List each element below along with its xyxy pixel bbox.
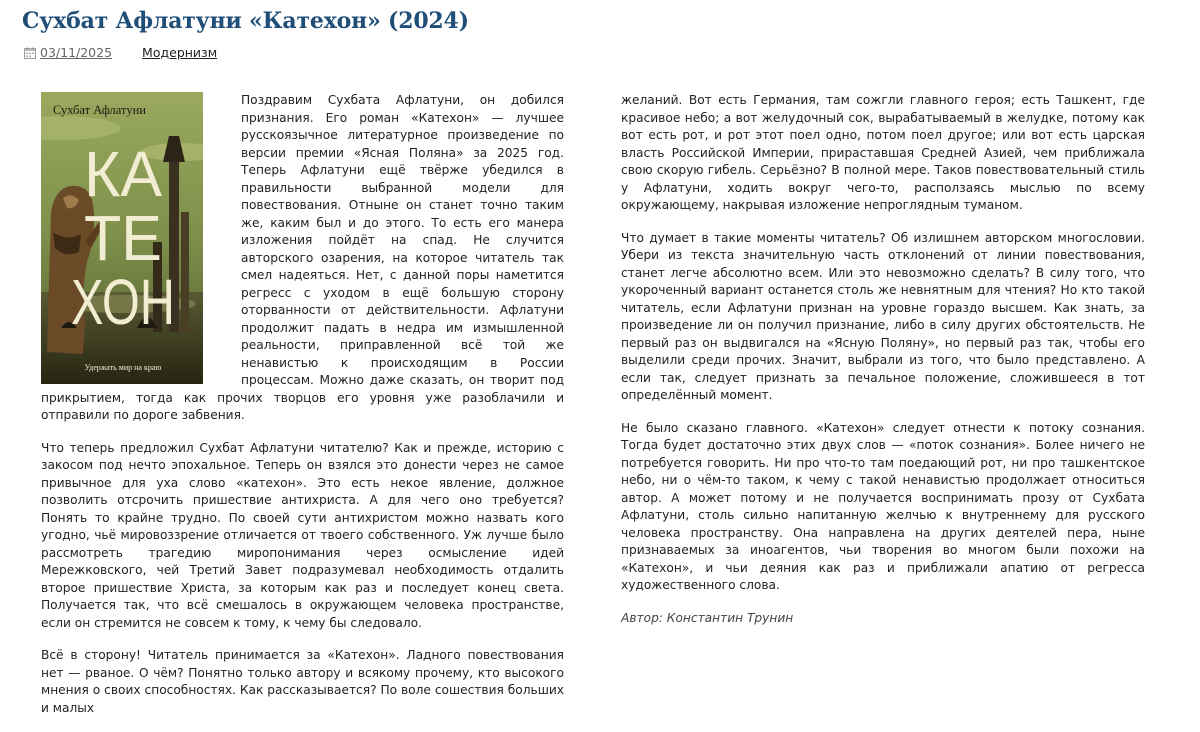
cover-title-line-3: ХОН [71, 266, 175, 338]
post-meta [24, 45, 217, 60]
calendar-icon [24, 47, 36, 59]
category-link[interactable]: Модернизм [142, 45, 218, 60]
cover-tagline: Удержать мир на краю [84, 363, 162, 372]
paragraph: Всё в сторону! Читатель принимается за «Катехон». Ладного повествования нет — рваное. О чём? Понятно только автору и всякому прочему, кто высокого мнения о своих способностях. Как рассказывается? По воле сошествия больших и малых [41, 648, 564, 715]
paragraph: желаний. Вот есть Германия, там сожгли главного героя; есть Ташкент, где красивое небо; а вот желудочный сок, вырабатываемый в желудке, потому как вот есть рот, и рот этот поел одно, потом поел другое; или вот есть царская власть Российской Империи, прираставшая Средней Азией, чем приближала свою скорую гибель. Серьёзно? В полной мере. Таков повествовательный стиль у Афлатуни, ходить вокруг чего-то, расползаясь мыслью по всему окружающему, накрывая изложение непроглядным туманом. [621, 93, 1145, 212]
cover-title-line-1: КА [84, 138, 163, 210]
paragraph: Поздравим Сухбата Афлатуни, он добился признания. Его роман «Катехон» — лучшее русскоязычное литературное произведение по версии премии «Ясная Поляна» за 2025 год. Теперь Афлатуни ещё твёрже убедился в правильности выбранной модели для повествования. Отныне он станет точно таким же, каким был и до этого. То есть его манера изложения пойдёт на спад. Не случится авторского озарения, на которое читатель так смел надеяться. Нет, с данной поры наметится регресс с уходом в ещё большую сторону оторванности от действительности. Афлатуни продолжит падать в недра им измышленной реальности, приправленной всё той же ненавистью к происходящим в России процессам. Можно даже сказать, он творит под прикрытием, тогда как прочих творцов его уровня уже разоблачили и отправили по дороге забвения. [41, 93, 564, 422]
book-cover-image[interactable] [41, 92, 203, 384]
article-column-right [621, 92, 1145, 642]
author-credit: Автор: Константин Трунин [621, 610, 794, 625]
paragraph: Что думает в такие моменты читатель? Об излишнем авторском многословии. Убери из текста значительную часть отклонений от линии повествования, станет легче абсолютно всем. Или это невозможно сделать? В силу того, что укороченный вариант останется столь же невнятным для чтения? Но кто такой читатель, если Афлатуни признан на уровне гораздо высшем. Как знать, за произведение ли он получил признание, либо в силу других обстоятельств. Не первый раз он выдвигался на «Ясную Поляну», но первый раз так, чтобы его выделили среди прочих. Значит, выбрали из того, что было представлено. А если так, следует признать за печальное положение, сложившееся в тот определённый момент. [621, 230, 1145, 402]
paragraph: Что теперь предложил Сухбат Афлатуни читателю? Как и прежде, историю с закосом под нечто эпохальное. Теперь он взялся это донести через не самое привычное для уха слово «катехон». Это есть некое явление, должное позволить отсрочить пришествие антихриста. А для чего оно требуется? Понять то крайне трудно. По своей сути антихристом можно назвать кого угодно, чьё мировоззрение отличается от твоего собственного. Уж лучше было рассмотреть трагедию миропонимания через осмысление идей Мережковского, чей Третий Завет подразумевал необходимость отдалить второе пришествие Христа, за которым как раз и последует конец света. Получается так, что всё смешалось в окружающем человека пространстве, если он стремится не совсем к тому, к чему бы следовало. [41, 440, 564, 630]
paragraph: Не было сказано главного. «Катехон» следует отнести к потоку сознания. Тогда будет достаточно этих двух слов — «поток сознания». Более ничего не потребуется говорить. Ни про что-то там поедающий рот, ни про ташкентское небо, ни о чём-то таком, к чему с такой ненавистью продолжает относиться автор. А может потому и не получается воспринимать прозу от Сухбата Афлатуни, столь сильно напитанную желчью к внутреннему для русского человека пространству. Она направлена на других деятелей пера, ныне признаваемых за иноагентов, чьи творения во многом были похожи на «Катехон», и чьи деяния как раз и приближали апатию от регресса художественного слова. [621, 420, 1145, 592]
article-title[interactable]: Сухбат Афлатуни «Катехон» (2024) [22, 8, 469, 34]
cover-title-line-2: ТЕ [84, 202, 162, 274]
post-date-link[interactable]: 03/11/2025 [40, 45, 113, 60]
article-column-left [41, 92, 564, 732]
cover-author-name: Сухбат Афлатуни [53, 103, 146, 117]
